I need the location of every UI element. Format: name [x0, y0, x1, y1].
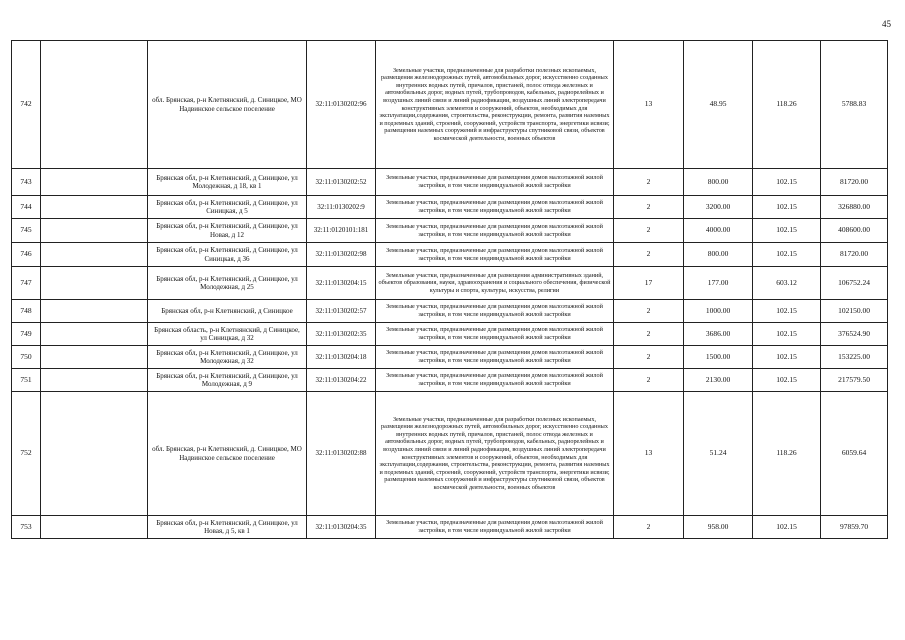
cadastral-value-cell: 81720.00 — [821, 169, 888, 196]
blank-cell — [41, 41, 148, 169]
blank-cell — [41, 346, 148, 369]
address-cell: Брянская обл, р-н Клетнянский, д Синицкое, ул Новая, д 12 — [148, 219, 307, 243]
cadastral-value-cell: 217579.50 — [821, 369, 888, 392]
blank-cell — [41, 219, 148, 243]
specific-value-cell: 102.15 — [753, 243, 821, 267]
specific-value-cell: 102.15 — [753, 300, 821, 323]
table-row — [12, 243, 888, 267]
row-number: 745 — [12, 219, 41, 243]
specific-value-cell: 102.15 — [753, 323, 821, 346]
address-cell: обл. Брянская, р-н Клетнянский, д. Синицкое, МО Надвинское сельское поселение — [148, 392, 307, 516]
cadastral-number-cell: 32:11:0130202:96 — [307, 41, 376, 169]
cadastral-value-cell: 6059.64 — [821, 392, 888, 516]
land-use-cell: Земельные участки, предназначенные для размещения административных зданий, объектов образования, науки, здравоохранения и социального обеспечения, физической культуры и спорта, культуры, искусства, религии — [376, 267, 614, 300]
land-use-cell: Земельные участки, предназначенные для размещения домов малоэтажной жилой застройки, в том числе индивидуальной жилой застройки — [376, 369, 614, 392]
use-code-cell: 2 — [614, 243, 684, 267]
row-number: 750 — [12, 346, 41, 369]
table-row — [12, 41, 888, 169]
area-cell: 3686.00 — [684, 323, 753, 346]
row-number: 748 — [12, 300, 41, 323]
blank-cell — [41, 267, 148, 300]
cadastral-value-cell: 5788.83 — [821, 41, 888, 169]
blank-cell — [41, 300, 148, 323]
blank-cell — [41, 369, 148, 392]
cadastral-number-cell: 32:11:0130202:98 — [307, 243, 376, 267]
specific-value-cell: 102.15 — [753, 369, 821, 392]
use-code-cell: 2 — [614, 219, 684, 243]
area-cell: 4000.00 — [684, 219, 753, 243]
address-cell: Брянская обл, р-н Клетнянский, д Синицкое, ул Молодежная, д 9 — [148, 369, 307, 392]
area-cell: 800.00 — [684, 243, 753, 267]
cadastral-number-cell: 32:11:0130204:15 — [307, 267, 376, 300]
table-row — [12, 392, 888, 516]
table-row — [12, 300, 888, 323]
table-row — [12, 323, 888, 346]
use-code-cell: 2 — [614, 169, 684, 196]
blank-cell — [41, 169, 148, 196]
land-use-cell: Земельные участки, предназначенные для размещения домов малоэтажной жилой застройки, в том числе индивидуальной жилой застройки — [376, 323, 614, 346]
address-cell: Брянская обл, р-н Клетнянский, д Синицкое, ул Новая, д 5, кв 1 — [148, 516, 307, 539]
specific-value-cell: 118.26 — [753, 392, 821, 516]
registry-body — [12, 41, 888, 539]
use-code-cell: 2 — [614, 516, 684, 539]
table-row — [12, 219, 888, 243]
cadastral-number-cell: 32:11:0130204:22 — [307, 369, 376, 392]
use-code-cell: 13 — [614, 41, 684, 169]
row-number: 751 — [12, 369, 41, 392]
use-code-cell: 2 — [614, 323, 684, 346]
cadastral-value-cell: 326880.00 — [821, 196, 888, 219]
land-use-cell: Земельные участки, предназначенные для размещения домов малоэтажной жилой застройки, в том числе индивидуальной жилой застройки — [376, 300, 614, 323]
land-registry-table — [11, 40, 888, 539]
cadastral-number-cell: 32:11:0130202:52 — [307, 169, 376, 196]
use-code-cell: 2 — [614, 369, 684, 392]
area-cell: 1000.00 — [684, 300, 753, 323]
cadastral-number-cell: 32:11:0130202:9 — [307, 196, 376, 219]
row-number: 747 — [12, 267, 41, 300]
table-row — [12, 196, 888, 219]
address-cell: Брянская обл, р-н Клетнянский, д Синицкое, ул Молодежная, д 18, кв 1 — [148, 169, 307, 196]
specific-value-cell: 102.15 — [753, 169, 821, 196]
cadastral-value-cell: 408600.00 — [821, 219, 888, 243]
row-number: 744 — [12, 196, 41, 219]
blank-cell — [41, 392, 148, 516]
land-use-cell: Земельные участки, предназначенные для размещения домов малоэтажной жилой застройки, в том числе индивидуальной жилой застройки — [376, 346, 614, 369]
row-number: 752 — [12, 392, 41, 516]
cadastral-number-cell: 32:11:0130204:18 — [307, 346, 376, 369]
specific-value-cell: 102.15 — [753, 219, 821, 243]
blank-cell — [41, 196, 148, 219]
table-row — [12, 346, 888, 369]
specific-value-cell: 118.26 — [753, 41, 821, 169]
blank-cell — [41, 243, 148, 267]
blank-cell — [41, 323, 148, 346]
area-cell: 1500.00 — [684, 346, 753, 369]
land-use-cell: Земельные участки, предназначенные для размещения домов малоэтажной жилой застройки, в том числе индивидуальной жилой застройки — [376, 169, 614, 196]
cadastral-value-cell: 153225.00 — [821, 346, 888, 369]
area-cell: 2130.00 — [684, 369, 753, 392]
use-code-cell: 2 — [614, 346, 684, 369]
address-cell: Брянская обл, р-н Клетнянский, д Синицкое, ул Синицкая, д 36 — [148, 243, 307, 267]
row-number: 742 — [12, 41, 41, 169]
area-cell: 3200.00 — [684, 196, 753, 219]
row-number: 749 — [12, 323, 41, 346]
table-row — [12, 369, 888, 392]
area-cell: 958.00 — [684, 516, 753, 539]
cadastral-value-cell: 102150.00 — [821, 300, 888, 323]
address-cell: Брянская обл, р-н Клетнянский, д Синицкое — [148, 300, 307, 323]
cadastral-value-cell: 81720.00 — [821, 243, 888, 267]
cadastral-number-cell: 32:11:0130202:88 — [307, 392, 376, 516]
address-cell: Брянская обл, р-н Клетнянский, д Синицкое, ул Синицкая, д 5 — [148, 196, 307, 219]
land-use-cell: Земельные участки, предназначенные для разработки полезных ископаемых, размещения железнодорожных путей, автомобильных дорог, искусственно созданных внутренних водных путей, причалов, пристаней, полос отвода железных и автомобильных дорог, водных путей, трубопроводов, кабельных, радиорелейных и воздушных линий связи и линий радиофикации, воздушных линий электропередачи конструктивных элементов и сооружений, объектов, необходимых для эксплуатации,содержания, строительства, реконструкции, ремонта, развития наземных и подземных зданий, строений, сооружений, устройств транспорта, энергетики исвязи; размещения наземных сооружений и инфраструктуры спутниковой связи, объектов космической деятельности, военных объектов — [376, 392, 614, 516]
area-cell: 800.00 — [684, 169, 753, 196]
cadastral-value-cell: 97859.70 — [821, 516, 888, 539]
row-number: 743 — [12, 169, 41, 196]
land-use-cell: Земельные участки, предназначенные для размещения домов малоэтажной жилой застройки, в том числе индивидуальной жилой застройки — [376, 516, 614, 539]
cadastral-value-cell: 376524.90 — [821, 323, 888, 346]
row-number: 746 — [12, 243, 41, 267]
blank-cell — [41, 516, 148, 539]
area-cell: 177.00 — [684, 267, 753, 300]
table-row — [12, 267, 888, 300]
land-use-cell: Земельные участки, предназначенные для размещения домов малоэтажной жилой застройки, в том числе индивидуальной жилой застройки — [376, 219, 614, 243]
cadastral-value-cell: 106752.24 — [821, 267, 888, 300]
address-cell: Брянская область, р-н Клетнянский, д Синицкое, ул Синицкая, д 32 — [148, 323, 307, 346]
cadastral-number-cell: 32:11:0130202:35 — [307, 323, 376, 346]
area-cell: 48.95 — [684, 41, 753, 169]
address-cell: Брянская обл, р-н Клетнянский, д Синицкое, ул Молодежная, д 25 — [148, 267, 307, 300]
address-cell: Брянская обл, р-н Клетнянский, д Синицкое, ул Молодежная, д 32 — [148, 346, 307, 369]
specific-value-cell: 102.15 — [753, 346, 821, 369]
cadastral-number-cell: 32:11:0130204:35 — [307, 516, 376, 539]
page-number: 45 — [882, 19, 891, 29]
land-use-cell: Земельные участки, предназначенные для размещения домов малоэтажной жилой застройки, в том числе индивидуальной жилой застройки — [376, 243, 614, 267]
table-row — [12, 516, 888, 539]
land-use-cell: Земельные участки, предназначенные для разработки полезных ископаемых, размещения железнодорожных путей, автомобильных дорог, искусственно созданных внутренних водных путей, причалов, пристаней, полос отвода железных и автомобильных дорог, водных путей, трубопроводов, кабельных, радиорелейных и воздушных линий связи и линий радиофикации, воздушных линий электропередачи конструктивных элементов и сооружений, объектов, необходимых для эксплуатации,содержания, строительства, реконструкции, ремонта, развития наземных и подземных зданий, строений, сооружений, устройств транспорта, энергетики исвязи; размещения наземных сооружений и инфраструктуры спутниковой связи, объектов космической деятельности, военных объектов — [376, 41, 614, 169]
cadastral-number-cell: 32:11:0120101:181 — [307, 219, 376, 243]
row-number: 753 — [12, 516, 41, 539]
land-use-cell: Земельные участки, предназначенные для размещения домов малоэтажной жилой застройки, в том числе индивидуальной жилой застройки — [376, 196, 614, 219]
cadastral-number-cell: 32:11:0130202:57 — [307, 300, 376, 323]
specific-value-cell: 102.15 — [753, 196, 821, 219]
address-cell: обл. Брянская, р-н Клетнянский, д. Синицкое, МО Надвинское сельское поселение — [148, 41, 307, 169]
table-row — [12, 169, 888, 196]
use-code-cell: 2 — [614, 300, 684, 323]
use-code-cell: 13 — [614, 392, 684, 516]
specific-value-cell: 603.12 — [753, 267, 821, 300]
area-cell: 51.24 — [684, 392, 753, 516]
specific-value-cell: 102.15 — [753, 516, 821, 539]
use-code-cell: 2 — [614, 196, 684, 219]
use-code-cell: 17 — [614, 267, 684, 300]
